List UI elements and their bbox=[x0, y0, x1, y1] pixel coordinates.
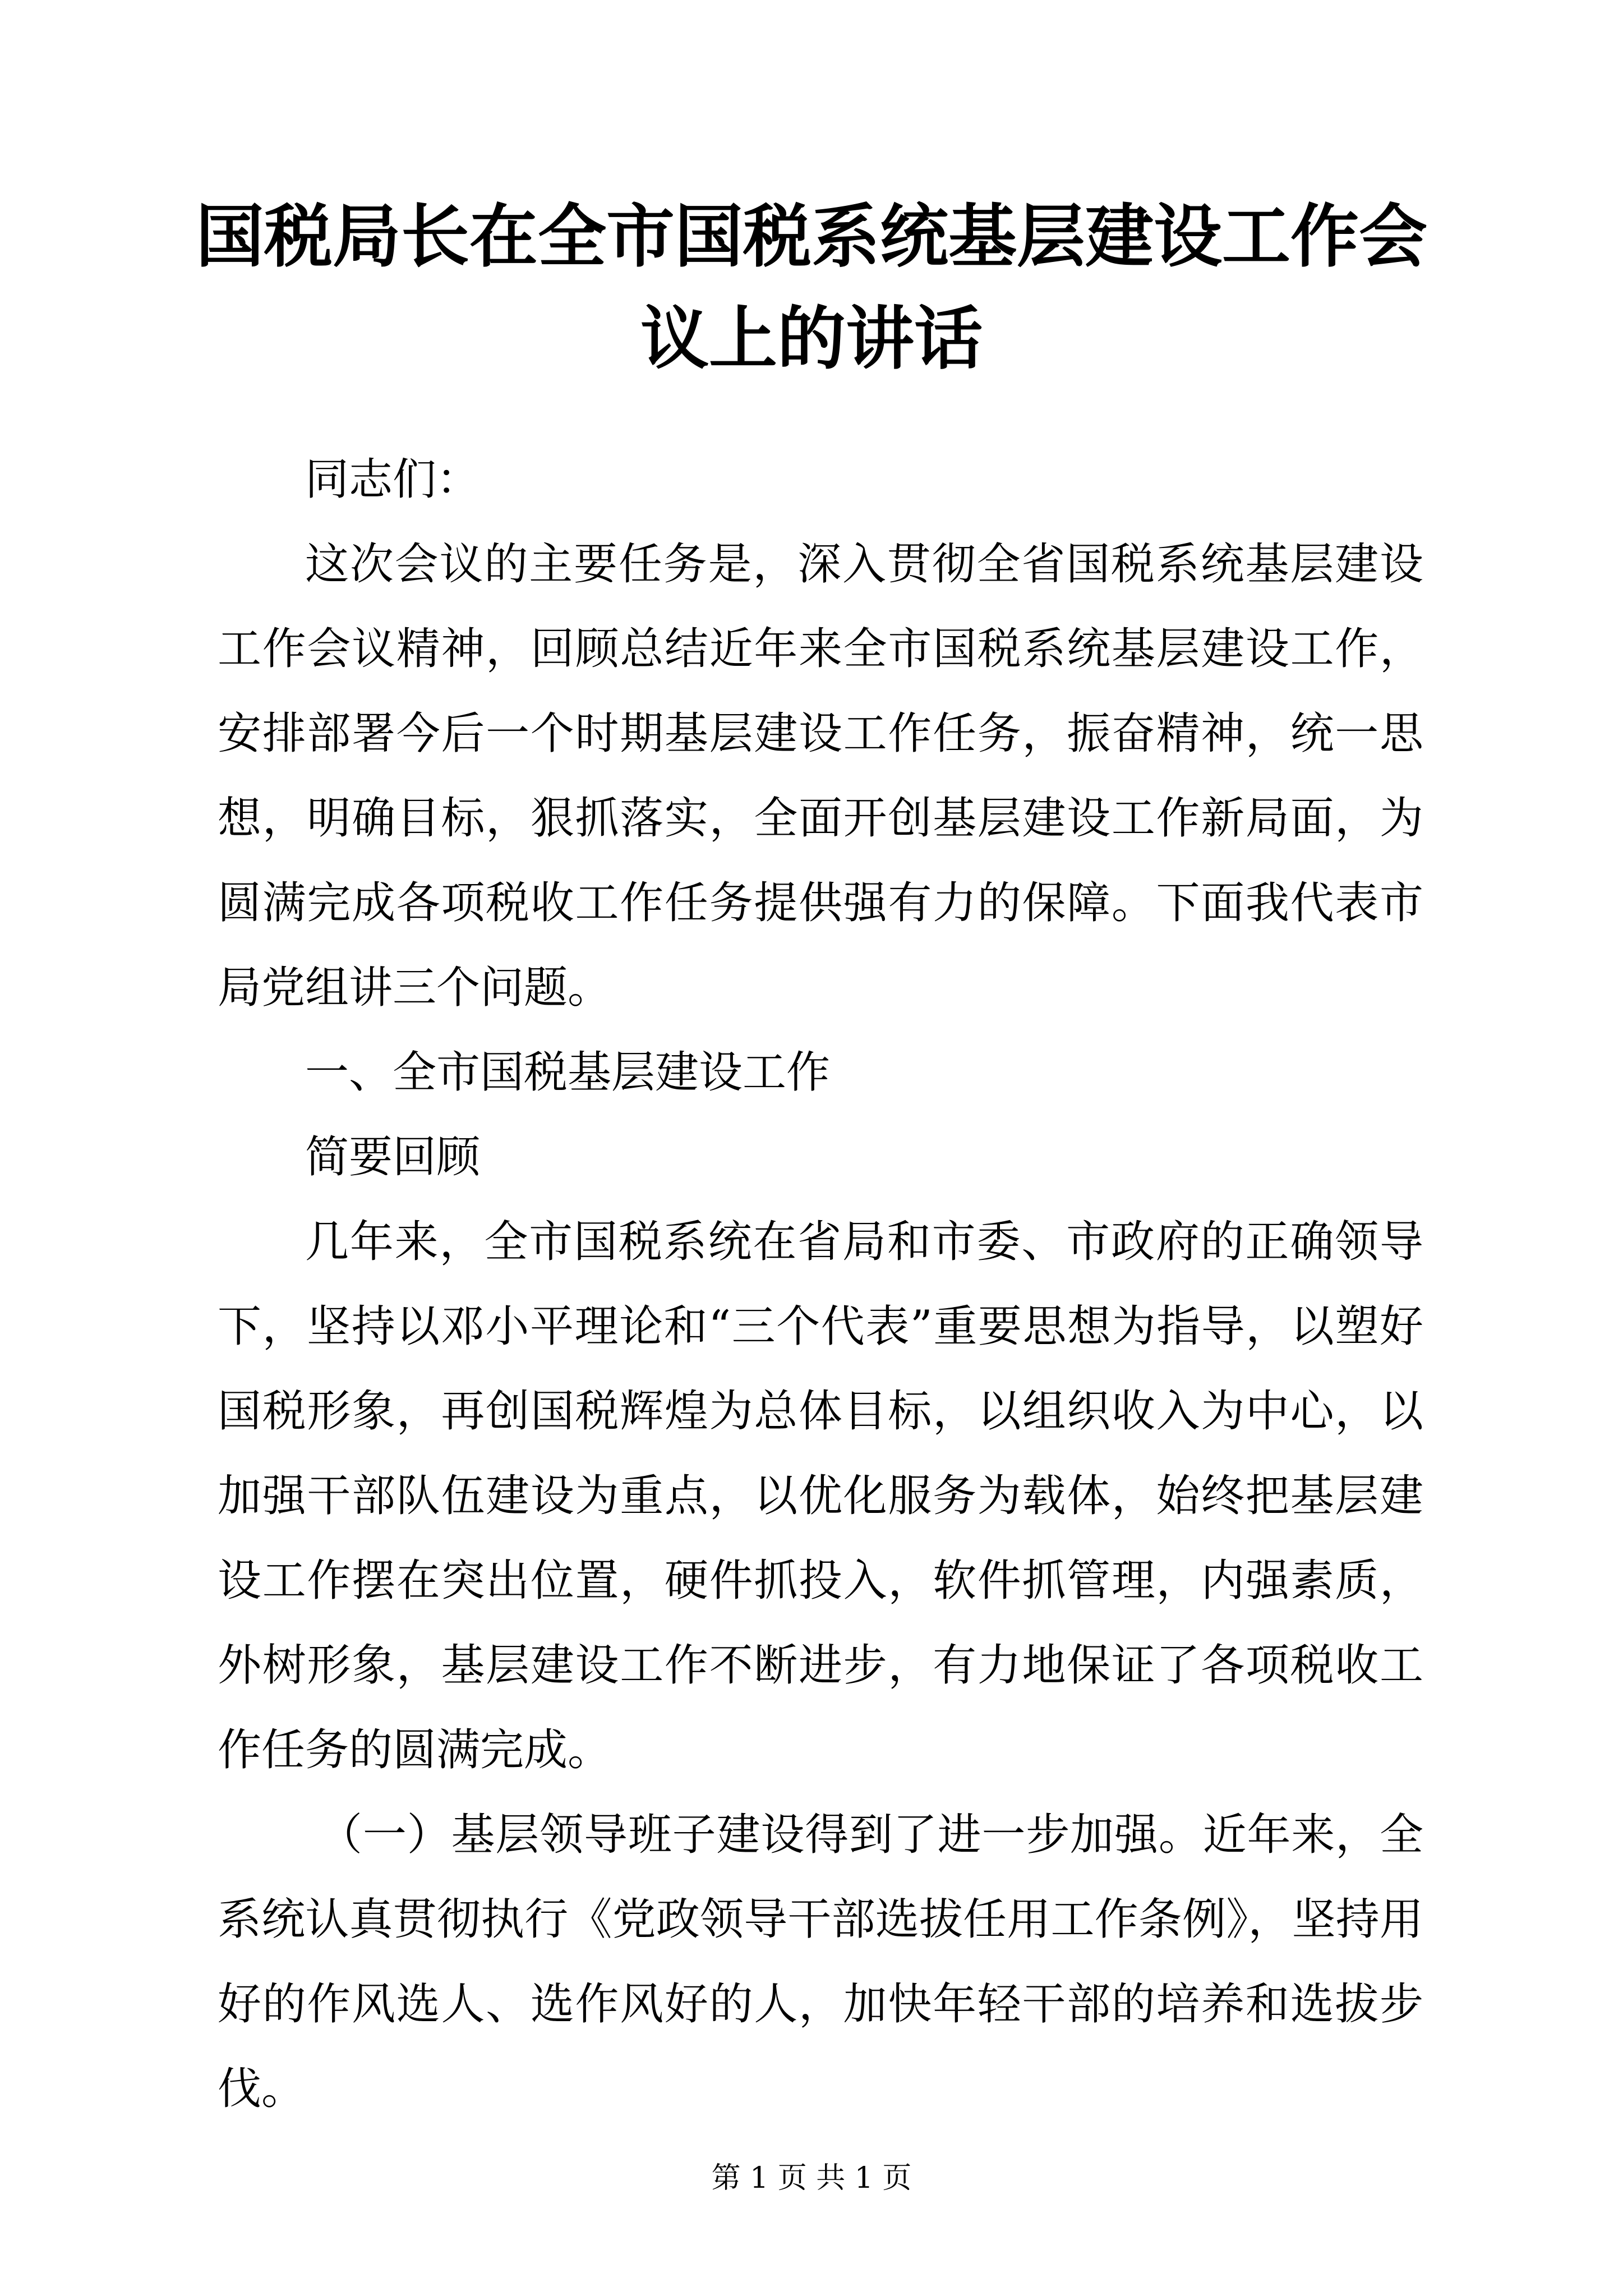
document-title: 国税局长在全市国税系统基层建设工作会议上的讲话 bbox=[196, 196, 1427, 379]
intro-paragraph: 这次会议的主要任务是，深入贯彻全省国税系统基层建设工作会议精神，回顾总结近年来全市国税系统基层建设工作，安排部署今后一个时期基层建设工作任务，振奋精神，统一思想，明确目标，狠抓落实，全面开创基层建设工作新局面，为圆满完成各项税收工作任务提供强有力的保障。下面我代表市局党组讲三个问题。 bbox=[218, 539, 1423, 1013]
salutation: 同志们： bbox=[305, 454, 481, 505]
document-body bbox=[218, 438, 1423, 2132]
section-heading: 一、全市国税基层建设工作 bbox=[305, 1047, 831, 1098]
leadership-paragraph: （一）基层领导班子建设得到了进一步加强。近年来，全系统认真贯彻执行《党政领导干部选拔任用工作条例》，坚持用好的作风选人、选作风好的人，加快年轻干部的培养和选拔步伐。 bbox=[218, 1810, 1423, 2114]
subsection-heading: 简要回顾 bbox=[305, 1132, 481, 1182]
review-paragraph: 几年来，全市国税系统在省局和市委、市政府的正确领导下，坚持以邓小平理论和“三个代表”重要思想为指导，以塑好国税形象，再创国税辉煌为总体目标，以组织收入为中心，以加强干部队伍建设为重点，以优化服务为载体，始终把基层建设工作摆在突出位置，硬件抓投入，软件抓管理，内强素质，外树形象，基层建设工作不断进步，有力地保证了各项税收工作任务的圆满完成。 bbox=[218, 1217, 1423, 1775]
page-number-footer: 第 1 页 共 1 页 bbox=[711, 2161, 912, 2195]
